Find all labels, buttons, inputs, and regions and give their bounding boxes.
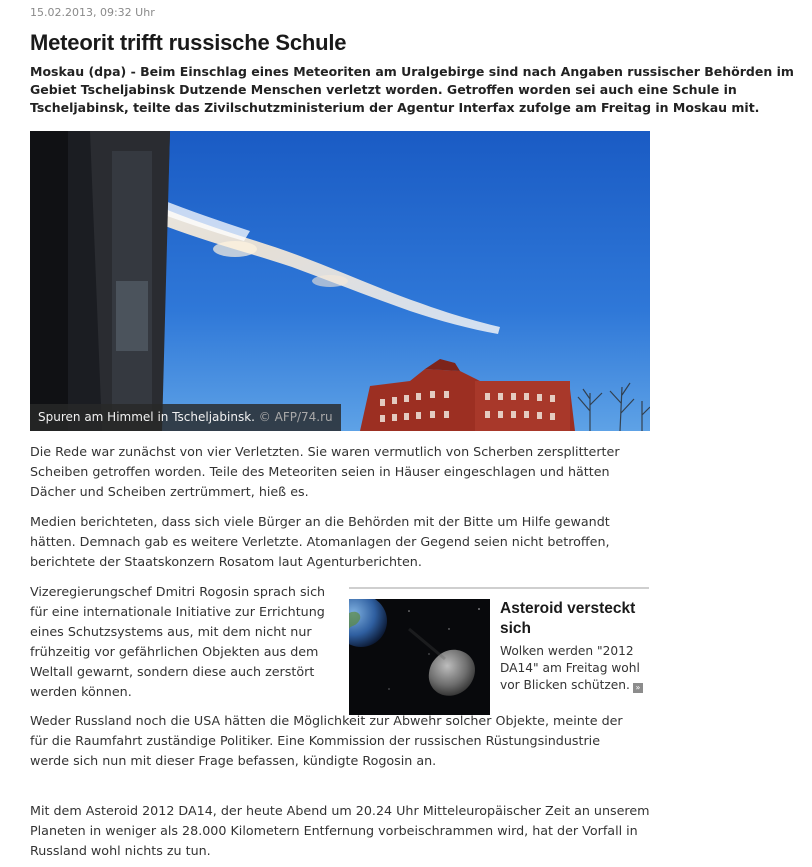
related-teaser[interactable] (349, 587, 649, 716)
caption-credit: © AFP/74.ru (258, 410, 333, 424)
asteroid-earth-illustration (349, 599, 490, 715)
image-caption (30, 404, 341, 431)
teaser-text (500, 643, 650, 694)
article-timestamp: 15.02.2013, 09:32 Uhr (30, 6, 155, 19)
article-paragraph-5: Mit dem Asteroid 2012 DA14, der heute Abend um 20.24 Uhr Mitteleuropäischer Zeit an unserem Planeten in weniger als 28.000 Kilometern Entfernung vorbeischrammen wird, hat der Vorfall in Russland wohl nichts zu tun. (30, 803, 650, 858)
article-paragraph-3: Vizeregierungschef Dmitri Rogosin sprach sich für eine internationale Initiative zur Errichtung eines Schutzsystems aus, mit dem nicht nur frühzeitig vor gefährlichen Objekten aus dem Weltall gewarnt, sondern diese auch zerstört werden können. (30, 584, 326, 699)
teaser-description: Wolken werden "2012 DA14" am Freitag wohl vor Blicken schützen. (500, 644, 640, 692)
meteor-trail-photo (30, 131, 650, 431)
article-paragraph-1: Die Rede war zunächst von vier Verletzten. Sie waren vermutlich von Scherben zersplitterter Scheiben getroffen worden. Teile des Meteoriten seien in Häuser eingeschlagen und hätten Dächer und Scheiben zertrümmert, hieß es. (30, 444, 620, 499)
caption-text: Spuren am Himmel in Tscheljabinsk. (38, 410, 255, 424)
arrow-right-icon[interactable]: » (633, 683, 643, 693)
article-paragraph-4: Weder Russland noch die USA hätten die Möglichkeit zur Abwehr solcher Objekte, meinte der für die Raumfahrt zuständige Politiker. Eine Kommission der russischen Rüstungsindustrie werde sich nun mit dieser Frage befassen, kündigte Rogosin an. (30, 713, 623, 768)
article-lead: Moskau (dpa) - Beim Einschlag eines Meteoriten am Uralgebirge sind nach Angaben russischer Behörden im Gebiet Tscheljabinsk Dutzende Menschen verletzt worden. Getroffen worden sei auch eine Schule in Tscheljabinsk, teilte das Zivilschutzministerium der Agentur Interfax zufolge am Freitag in Moskau mit. (30, 64, 794, 115)
article-paragraph-2: Medien berichteten, dass sich viele Bürger an die Behörden mit der Bitte um Hilfe gewandt hätten. Demnach gab es weitere Verletzte. Atomanlagen der Gegend seien nicht betroffen, berichtete der Staatskonzern Rosatom laut Agenturberichten. (30, 514, 610, 569)
teaser-title[interactable]: Asteroid versteckt sich (500, 600, 636, 637)
hero-image[interactable] (30, 131, 650, 431)
article-headline: Meteorit trifft russische Schule (30, 30, 347, 55)
teaser-image[interactable] (349, 599, 490, 715)
